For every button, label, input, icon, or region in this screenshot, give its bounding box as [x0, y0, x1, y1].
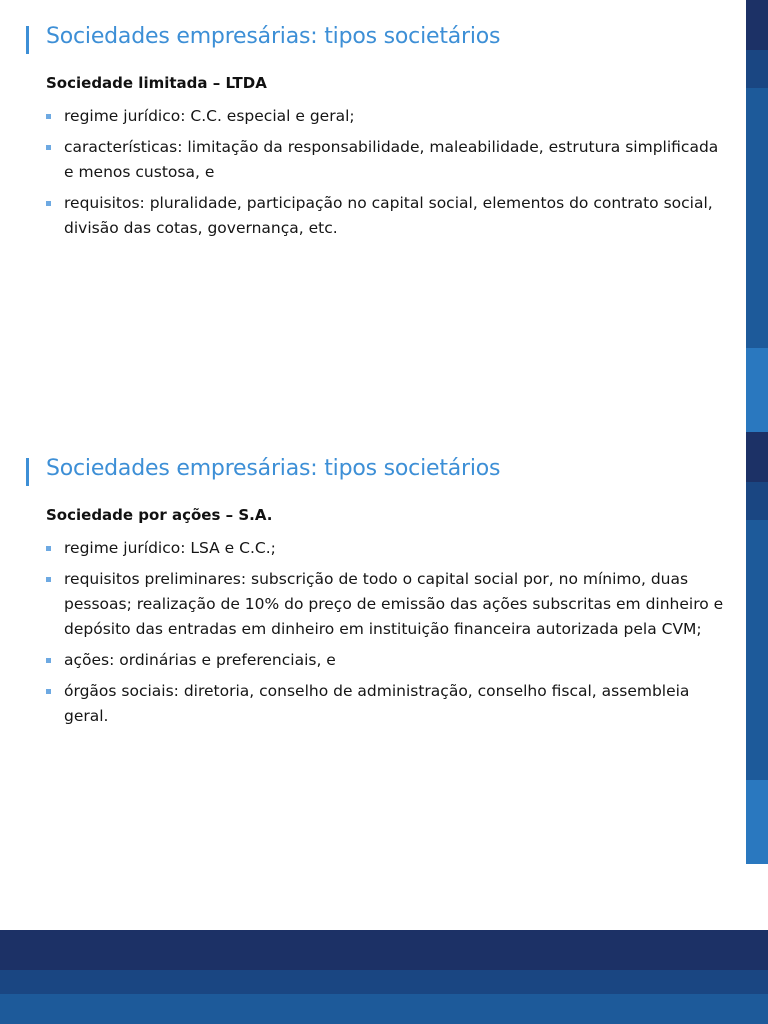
bullet-text: requisitos: pluralidade, participação no capital social, elementos do contrato social, divisão das cotas, governança, etc.: [64, 194, 713, 237]
list-item: [46, 679, 726, 729]
bullet-text: regime jurídico: LSA e C.C.;: [64, 539, 276, 557]
square-bullet-icon: [46, 145, 51, 150]
bullet-text: regime jurídico: C.C. especial e geral;: [64, 107, 355, 125]
bullet-text: requisitos preliminares: subscrição de todo o capital social por, no mínimo, duas pessoas; realização de 10% do preço de emissão das ações subscritas em dinheiro e depósito das entradas em dinheiro em instituição financeira autorizada pela CVM;: [64, 570, 724, 638]
slide-subtitle: Sociedade por ações – S.A.: [46, 506, 273, 524]
bullet-text: ações: ordinárias e preferenciais, e: [64, 651, 336, 669]
decorative-side-stripe: [746, 432, 768, 864]
square-bullet-icon: [46, 577, 51, 582]
bullet-list: [46, 104, 726, 247]
square-bullet-icon: [46, 201, 51, 206]
square-bullet-icon: [46, 546, 51, 551]
slide-2: [0, 432, 746, 864]
title-accent-bar: [26, 458, 29, 486]
slide-title: Sociedades empresárias: tipos societários: [46, 456, 501, 481]
list-item: [46, 567, 726, 642]
square-bullet-icon: [46, 114, 51, 119]
bullet-text: características: limitação da responsabilidade, maleabilidade, estrutura simplificada e menos custosa, e: [64, 138, 719, 181]
bullet-list: [46, 536, 726, 735]
square-bullet-icon: [46, 689, 51, 694]
bullet-text: órgãos sociais: diretoria, conselho de administração, conselho fiscal, assembleia geral.: [64, 682, 690, 725]
slide-title: Sociedades empresárias: tipos societários: [46, 24, 501, 49]
title-accent-bar: [26, 26, 29, 54]
slide-subtitle: Sociedade limitada – LTDA: [46, 74, 267, 92]
decorative-side-stripe: [746, 0, 768, 432]
list-item: [46, 191, 726, 241]
slide-1: [0, 0, 746, 432]
list-item: [46, 648, 726, 673]
list-item: [46, 104, 726, 129]
decorative-footer-band: [0, 930, 768, 1024]
list-item: [46, 536, 726, 561]
square-bullet-icon: [46, 658, 51, 663]
list-item: [46, 135, 726, 185]
